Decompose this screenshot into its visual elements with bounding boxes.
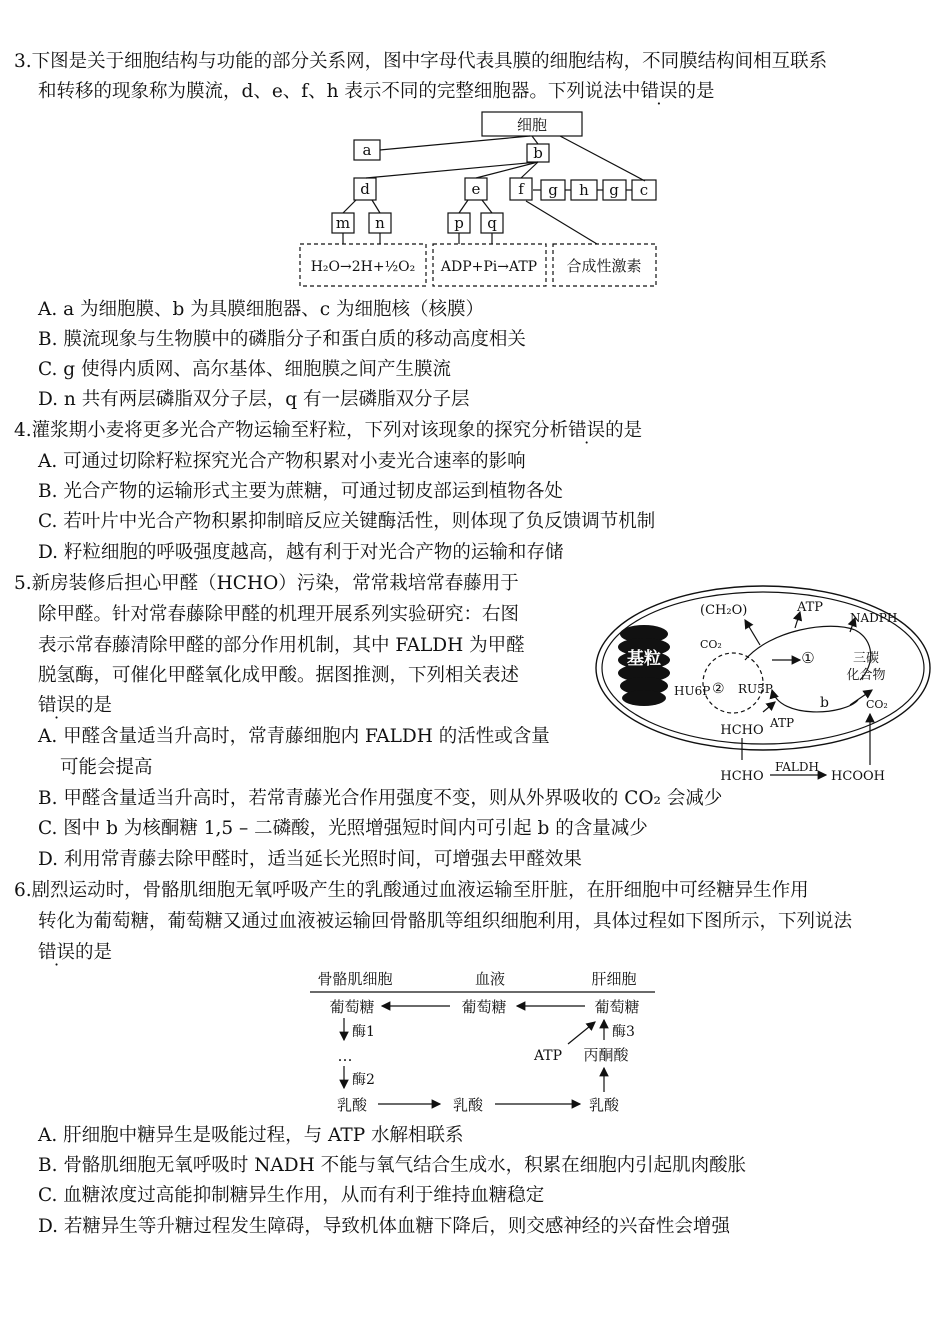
hcho-internal-label: HCHO [720, 723, 764, 738]
q6-option-c: C. 血糖浓度过高能抑制糖异生作用，从而有利于维持血糖稳定 [38, 1185, 545, 1206]
ellipsis-label: … [337, 1047, 353, 1065]
atp-top-label: ATP [796, 600, 824, 615]
q3-stem-line2: 和转移的现象称为膜流，d、e、f、h 表示不同的完整细胞器。下列说法中错误的是 [38, 81, 715, 102]
q3-option-a: A. a 为细胞膜、b 为具膜细胞器、c 为细胞核（核膜） [38, 299, 484, 320]
diagram-node-m: m [335, 214, 351, 232]
nadph-label: NADPH [850, 611, 898, 625]
enzyme-1-label: 酶1 [352, 1024, 375, 1040]
enzyme-3-label: 酶3 [612, 1024, 635, 1040]
glucose-blood: 葡萄糖 [461, 998, 507, 1016]
glucose-muscle: 葡萄糖 [329, 998, 375, 1016]
q4-option-d: D. 籽粒细胞的呼吸强度越高，越有利于对光合产物的运输和存储 [38, 542, 564, 563]
header-blood: 血液 [474, 970, 506, 988]
q6-option-b: B. 骨骼肌细胞无氧呼吸时 NADH 不能与氧气结合生成水，积累在细胞内引起肌肉酸胀 [38, 1155, 747, 1176]
q3-option-d: D. n 共有两层磷脂双分子层，q 有一层磷脂双分子层 [38, 389, 470, 410]
atp-bottom-label: ATP [769, 716, 795, 730]
cycle-1-label: ① [801, 649, 815, 667]
q6-cori-cycle-diagram [300, 962, 670, 1122]
cycle-2-label: ② [712, 681, 725, 697]
emphasis-mark: 错误 [640, 81, 678, 102]
diagram-box-atp-synthesis: ADP+Pi→ATP [440, 259, 538, 275]
co2-right-label: CO₂ [866, 698, 888, 711]
lactate-muscle: 乳酸 [336, 1096, 368, 1114]
lactate-blood: 乳酸 [452, 1096, 484, 1114]
pyruvate-label: 丙酮酸 [583, 1046, 629, 1064]
diagram-node-a: a [362, 141, 372, 159]
q5-option-c: C. 图中 b 为核酮糖 1,5 – 二磷酸，光照增强短时间内可引起 b 的含量减少 [38, 818, 648, 839]
q3-stem-line1: 3.下图是关于细胞结构与功能的部分关系网，图中字母代表具膜的细胞结构，不同膜结构间相互联系 [14, 51, 828, 72]
diagram-node-h: h [579, 181, 589, 199]
enzyme-2-label: 酶2 [352, 1072, 375, 1088]
glucose-liver: 葡萄糖 [594, 998, 640, 1016]
atp-label: ATP [533, 1048, 563, 1064]
diagram-node-cell: 细胞 [516, 116, 548, 134]
three-carbon-label-1: 三碳 [852, 651, 880, 666]
q4-option-a: A. 可通过切除籽粒探究光合产物积累对小麦光合速率的影响 [38, 451, 526, 472]
q4-option-c: C. 若叶片中光合产物积累抑制暗反应关键酶活性，则体现了负反馈调节机制 [38, 511, 656, 532]
emphasis-mark: 错误 [38, 695, 76, 716]
q4-stem: 4.灌浆期小麦将更多光合产物运输至籽粒，下列对该现象的探究分析错误的是 [14, 420, 643, 441]
q5-option-b: B. 甲醛含量适当升高时，若常青藤光合作用强度不变，则从外界吸收的 CO₂ 会减少 [38, 788, 723, 809]
co2-internal-label: CO₂ [700, 638, 722, 651]
diagram-node-p: p [454, 214, 464, 232]
diagram-node-b: b [533, 144, 543, 162]
diagram-box-sex-hormone: 合成性激素 [566, 257, 642, 275]
lactate-liver: 乳酸 [588, 1096, 620, 1114]
q5-stem-line5: 错误的是 [38, 695, 113, 716]
diagram-node-n: n [375, 214, 385, 232]
b-label: b [820, 695, 829, 711]
q6-option-d: D. 若糖异生等升糖过程发生障碍，导致机体血糖下降后，则交感神经的兴奋性会增强 [38, 1216, 730, 1237]
faldh-label: FALDH [774, 760, 820, 774]
ru5p-label: RU5P [738, 682, 773, 696]
ch2o-label: (CH₂O) [700, 603, 748, 618]
q6-stem-line2: 转化为葡萄糖，葡萄糖又通过血液被运输回骨骼肌等组织细胞利用，具体过程如下图所示，下列说法 [38, 911, 853, 932]
emphasis-mark: 错误 [568, 420, 606, 441]
diagram-node-c: c [639, 181, 649, 199]
q5-stem-line4: 脱氢酶，可催化甲醛氧化成甲酸。据图推测，下列相关表述 [38, 665, 520, 686]
q3-membrane-diagram [290, 105, 670, 290]
q6-stem-line3: 错误的是 [38, 942, 113, 963]
q6-option-a: A. 肝细胞中糖异生是吸能过程，与 ATP 水解相联系 [38, 1125, 464, 1146]
three-carbon-label-2: 化合物 [846, 668, 886, 683]
diagram-box-water-split: H₂O→2H+½O₂ [310, 259, 416, 275]
hu6p-label: HU6P [674, 684, 711, 698]
q4-option-b: B. 光合产物的运输形式主要为蔗糖，可通过韧皮部运到植物各处 [38, 481, 563, 502]
q5-stem-line2: 除甲醛。针对常春藤除甲醛的机理开展系列实验研究：右图 [38, 604, 520, 625]
grana-label: 基粒 [627, 649, 661, 669]
header-liver-cell: 肝细胞 [591, 970, 637, 988]
diagram-node-d: d [360, 180, 370, 198]
q5-option-d: D. 利用常青藤去除甲醛时，适当延长光照时间，可增强去甲醛效果 [38, 849, 582, 870]
diagram-node-f: f [518, 180, 524, 198]
q5-stem-line1: 5.新房装修后担心甲醛（HCHO）污染，常常栽培常春藤用于 [14, 573, 519, 594]
q5-option-a-line2: 可能会提高 [60, 757, 153, 778]
q3-option-c: C. g 使得内质网、高尔基体、细胞膜之间产生膜流 [38, 359, 451, 380]
q6-stem-line1: 6.剧烈运动时，骨骼肌细胞无氧呼吸产生的乳酸通过血液运输至肝脏，在肝细胞中可经糖异生作用 [14, 880, 809, 901]
diagram-node-g: g [548, 181, 558, 199]
emphasis-mark: 错误 [38, 942, 76, 963]
q5-option-a-line1: A. 甲醛含量适当升高时，常青藤细胞内 FALDH 的活性或含量 [38, 726, 550, 747]
diagram-node-e: e [471, 180, 481, 198]
q5-stem-line3: 表示常春藤清除甲醛的部分作用机制，其中 FALDH 为甲醛 [38, 635, 525, 656]
diagram-node-q: q [487, 214, 497, 232]
q3-option-b: B. 膜流现象与生物膜中的磷脂分子和蛋白质的移动高度相关 [38, 329, 526, 350]
hcho-external-label: HCHO [720, 769, 764, 784]
header-skeletal-muscle: 骨骼肌细胞 [317, 970, 393, 988]
hcooh-label: HCOOH [831, 769, 885, 784]
diagram-node-g2: g [609, 181, 619, 199]
q5-chloroplast-diagram [590, 585, 940, 790]
